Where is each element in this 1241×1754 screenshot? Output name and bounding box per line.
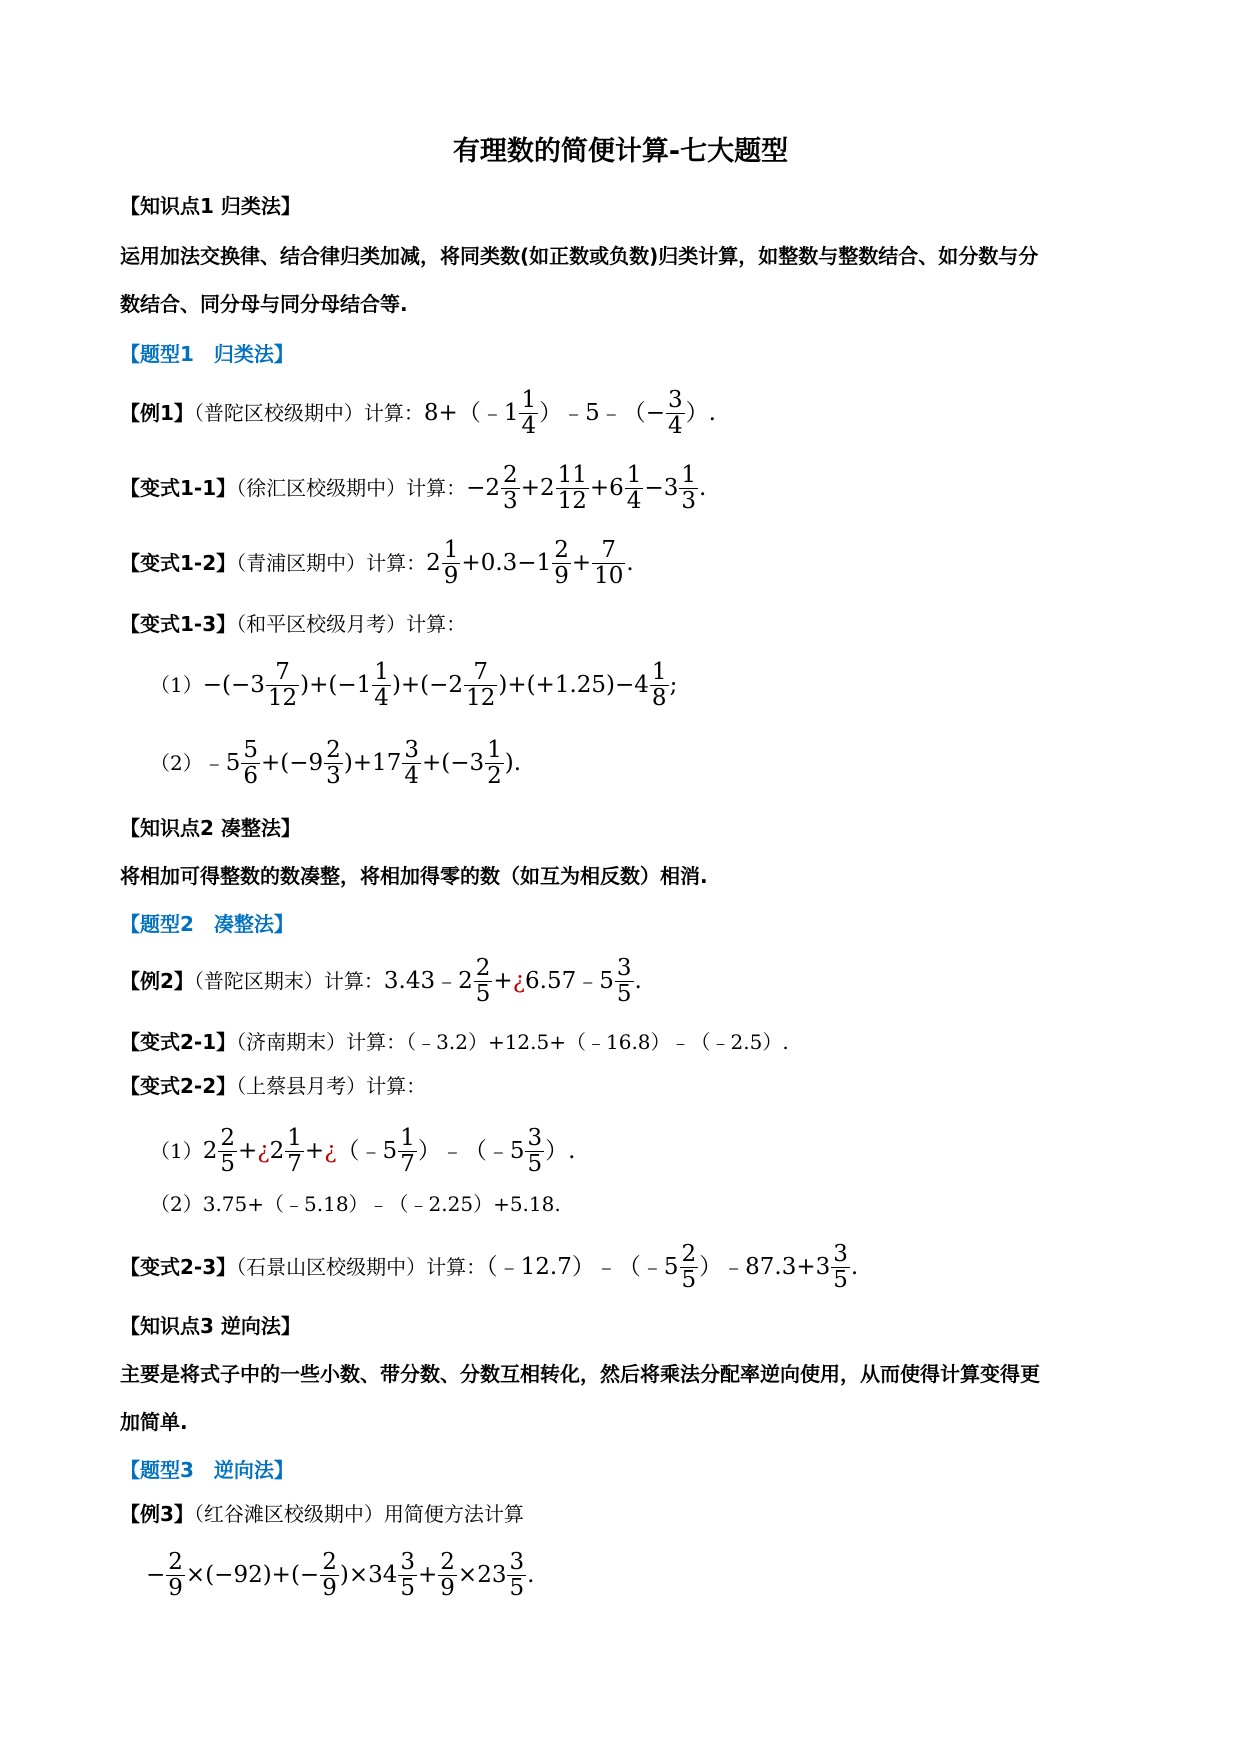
question-type-1-heading: 【题型1 归类法】 <box>120 342 294 366</box>
example-3: 【例3】（红谷滩区校级期中）用简便方法计算 <box>120 1502 524 1526</box>
variant-2-1-text: （济南期末）计算：（﹣3.2）+12.5+（﹣16.8）﹣（﹣2.5）. <box>236 1030 789 1054</box>
variant-2-3-expression: （﹣12.7）﹣（﹣5 $\frac{2}{5}$ ）﹣87.3+3 $\frac{3}{5}$ . <box>486 1241 859 1294</box>
variant-1-2: 【变式1-2】（青浦区期中）计算：2 $\frac{1}{9}$ +0.3−1 $\frac{2}{9}$ + $\frac{7}{10}$ . <box>120 537 634 590</box>
question-type-2-heading: 【题型2 凑整法】 <box>120 912 294 936</box>
variant-1-3-part-1: （1）−(−3 $\frac{7}{12}$ )+(−1 $\frac{1}{4}$ )+(−2 $\frac{7}{12}$ )+(+1.25)−4 $\frac{1}{8}$ ; <box>150 659 678 712</box>
variant-1-3: 【变式1-3】（和平区校级月考）计算： <box>120 612 467 636</box>
example-2: 【例2】（普陀区期末）计算：3.43﹣2 $\frac{2}{5}$ +¿6.57﹣5 $\frac{3}{5}$ . <box>120 955 642 1008</box>
knowledge-point-3-heading: 【知识点3 逆向法】 <box>120 1314 301 1338</box>
variant-1-1: 【变式1-1】（徐汇区校级期中）计算：−2 $\frac{2}{3}$ +2 $\frac{11}{12}$ +6 $\frac{1}{4}$ −3 $\frac{1}{3}$ . <box>120 462 707 515</box>
question-type-3-heading: 【题型3 逆向法】 <box>120 1458 294 1482</box>
knowledge-point-3-desc-line1: 主要是将式子中的一些小数、带分数、分数互相转化，然后将乘法分配率逆向使用，从而使得计算变得更 <box>120 1362 1040 1386</box>
knowledge-point-2-heading: 【知识点2 凑整法】 <box>120 816 301 840</box>
knowledge-point-1-heading: 【知识点1 归类法】 <box>120 194 301 218</box>
variant-2-1: 【变式2-1】（济南期末）计算：（﹣3.2）+12.5+（﹣16.8）﹣（﹣2.5）. <box>120 1030 789 1054</box>
example-2-expression: 3.43﹣2 $\frac{2}{5}$ +¿6.57﹣5 $\frac{3}{5}$ . <box>383 955 642 1008</box>
variant-2-2-part-2: （2）3.75+（﹣5.18）﹣（﹣2.25）+5.18. <box>150 1192 561 1216</box>
variant-2-2-part-1: （1）2 $\frac{2}{5}$ +¿2 $\frac{1}{7}$ +¿（﹣5 $\frac{1}{7}$ ）﹣（﹣5 $\frac{3}{5}$ ）. <box>150 1125 576 1178</box>
knowledge-point-3-desc-line2: 加简单. <box>120 1410 188 1434</box>
page-title: 有理数的简便计算-七大题型 <box>452 136 789 167</box>
knowledge-point-2-desc: 将相加可得整数的数凑整，将相加得零的数（如互为相反数）相消. <box>120 864 708 888</box>
example-1-expression: 8+（﹣1 $\frac{1}{4}$ ）﹣5﹣（− $\frac{3}{4}$ ）. <box>423 387 716 440</box>
variant-2-2: 【变式2-2】（上蔡县月考）计算： <box>120 1074 427 1098</box>
example-3-expression: − $\frac{2}{9}$ ×(−92)+(− $\frac{2}{9}$ )×34 $\frac{3}{5}$ + $\frac{2}{9}$ ×23 $\frac{3}{5}$ . <box>146 1549 535 1602</box>
knowledge-point-1-desc-line1: 运用加法交换律、结合律归类加减，将同类数(如正数或负数)归类计算，如整数与整数结合、如分数与分 <box>120 244 1039 268</box>
variant-1-1-expression: −2 $\frac{2}{3}$ +2 $\frac{11}{12}$ +6 $\frac{1}{4}$ −3 $\frac{1}{3}$ . <box>466 462 707 515</box>
variant-1-2-expression: 2 $\frac{1}{9}$ +0.3−1 $\frac{2}{9}$ + $\frac{7}{10}$ . <box>426 537 634 590</box>
knowledge-point-1-desc-line2: 数结合、同分母与同分母结合等. <box>120 292 408 316</box>
variant-2-3: 【变式2-3】（石景山区校级期中）计算：（﹣12.7）﹣（﹣5 $\frac{2}{5}$ ）﹣87.3+3 $\frac{3}{5}$ . <box>120 1241 859 1294</box>
example-1: 【例1】（普陀区校级期中）计算：8+（﹣1 $\frac{1}{4}$ ）﹣5﹣（− $\frac{3}{4}$ ）. <box>120 387 716 440</box>
variant-1-3-part-2: （2）﹣5 $\frac{5}{6}$ +(−9 $\frac{2}{3}$ )+17 $\frac{3}{4}$ +(−3 $\frac{1}{2}$ ). <box>150 737 522 790</box>
